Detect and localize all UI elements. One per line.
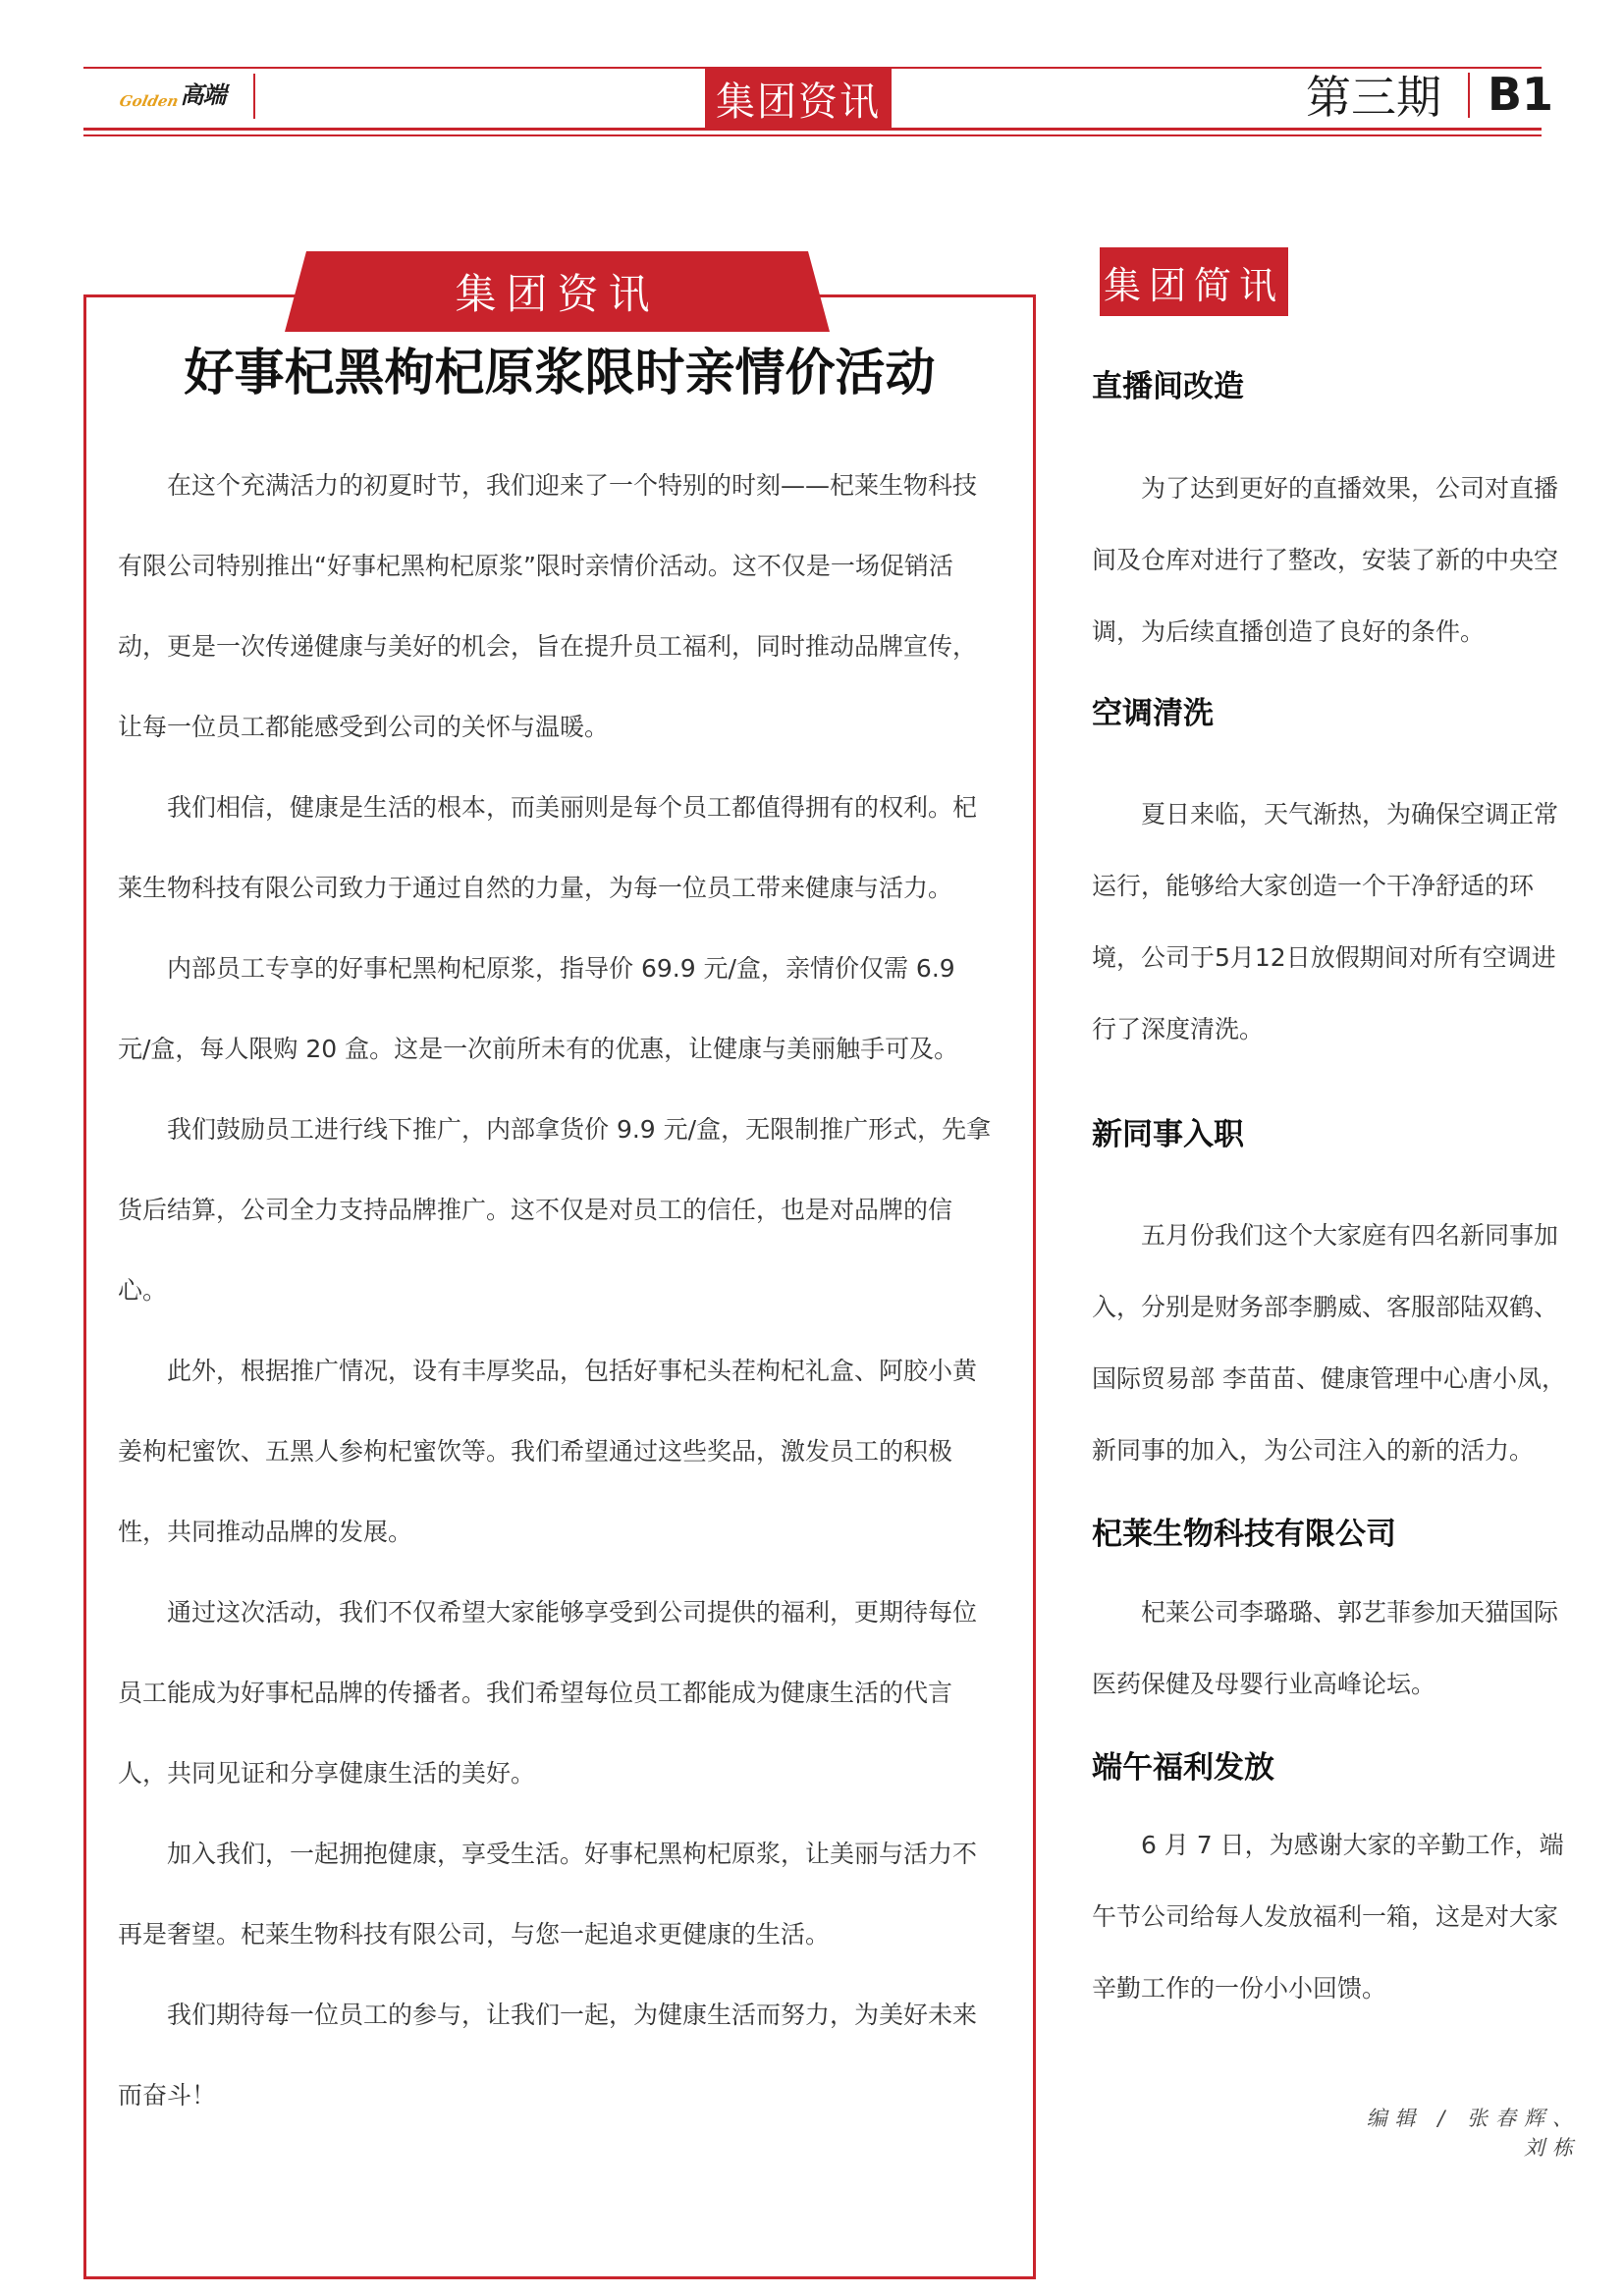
brief-title-dragon-boat: 端午福利发放 (1092, 1750, 1274, 1786)
article-paragraph: 内部员工专享的好事杞黑枸杞原浆，指导价 69.9 元/盒，亲情价仅需 6.9 元/盒，每人限购 20 盒。这是一次前所未有的优惠，让健康与美丽触手可及。 (118, 954, 959, 1063)
briefs-heading: 集团简讯 (1100, 247, 1288, 316)
article-paragraph: 我们期待每一位员工的参与，让我们一起，为健康生活而努力，为美好未来而奋斗！ (118, 2001, 978, 2109)
brief-body-new-hires (1092, 1200, 1578, 1486)
article-paragraph: 此外，根据推广情况，设有丰厚奖品，包括好事杞头茬枸杞礼盒、阿胶小黄姜枸杞蜜饮、五黑人参枸杞蜜饮等。我们希望通过这些奖品，激发员工的积极性，共同推动品牌的发展。 (118, 1357, 978, 1546)
brief-paragraph: 夏日来临，天气渐热，为确保空调正常运行，能够给大家创造一个干净舒适的环境，公司于5月12日放假期间对所有空调进行了深度清洗。 (1092, 800, 1559, 1043)
brief-paragraph: 为了达到更好的直播效果，公司对直播间及仓库对进行了整改，安装了新的中央空调，为后续直播创造了良好的条件。 (1092, 474, 1559, 646)
page-number: B1 (1488, 68, 1554, 121)
brief-paragraph: 五月份我们这个大家庭有四名新同事加入，分别是财务部李鹏威、客服部陆双鹤、国际贸易部 李苗苗、健康管理中心唐小凤，新同事的加入，为公司注入的新的活力。 (1092, 1221, 1566, 1465)
brief-title-company: 杞莱生物科技有限公司 (1092, 1517, 1396, 1552)
header-section-label: 集团资讯 (705, 69, 892, 128)
header-bottom-rule-thin (83, 134, 1542, 136)
article-banner-label: 集团资讯 (455, 270, 660, 318)
brief-body-dragon-boat (1092, 1809, 1578, 2024)
logo-script: Golden (118, 92, 181, 110)
article-body (118, 446, 992, 2136)
brief-body-ac-cleaning (1092, 778, 1578, 1065)
editor-credit: 编辑 / 张春辉、刘栋 (1366, 2107, 1581, 2160)
brief-paragraph: 6 月 7 日，为感谢大家的辛勤工作，端午节公司给每人发放福利一箱，这是对大家辛勤工作的一份小小回馈。 (1092, 1831, 1564, 2002)
brief-body-livestream (1092, 453, 1578, 667)
logo-text: 高端 (180, 81, 226, 109)
company-logo (120, 77, 225, 110)
brief-title-ac-cleaning: 空调清洗 (1092, 696, 1214, 731)
logo-divider (253, 74, 255, 119)
header-bottom-rule (83, 128, 1542, 131)
article-paragraph: 我们相信，健康是生活的根本，而美丽则是每个员工都值得拥有的权利。杞莱生物科技有限公司致力于通过自然的力量，为每一位员工带来健康与活力。 (118, 793, 978, 902)
brief-title-livestream: 直播间改造 (1092, 369, 1244, 404)
brief-title-new-hires: 新同事入职 (1092, 1117, 1244, 1152)
article-paragraph: 通过这次活动，我们不仅希望大家能够享受到公司提供的福利，更期待每位员工能成为好事杞品牌的传播者。我们希望每位员工都能成为健康生活的代言人，共同见证和分享健康生活的美好。 (118, 1598, 978, 1788)
article-paragraph: 我们鼓励员工进行线下推广，内部拿货价 9.9 元/盒，无限制推广形式，先拿货后结算，公司全力支持品牌推广。这不仅是对员工的信任，也是对品牌的信心。 (118, 1115, 992, 1305)
article-paragraph: 加入我们，一起拥抱健康，享受生活。好事杞黑枸杞原浆，让美丽与活力不再是奢望。杞莱生物科技有限公司，与您一起追求更健康的生活。 (118, 1840, 978, 1949)
issue-divider (1468, 73, 1470, 118)
article-paragraph: 在这个充满活力的初夏时节，我们迎来了一个特别的时刻——杞莱生物科技有限公司特别推出“好事杞黑枸杞原浆”限时亲情价活动。这不仅是一场促销活动，更是一次传递健康与美好的机会，旨在提升员工福利，同时推动品牌宣传，让每一位员工都能感受到公司的关怀与温暖。 (118, 471, 978, 741)
article-title: 好事杞黑枸杞原浆限时亲情价活动 (184, 345, 936, 402)
issue-number: 第三期 (1306, 71, 1441, 124)
brief-paragraph: 杞莱公司李璐璐、郭艺菲参加天猫国际医药保健及母婴行业高峰论坛。 (1092, 1598, 1559, 1698)
brief-body-company (1092, 1576, 1578, 1720)
